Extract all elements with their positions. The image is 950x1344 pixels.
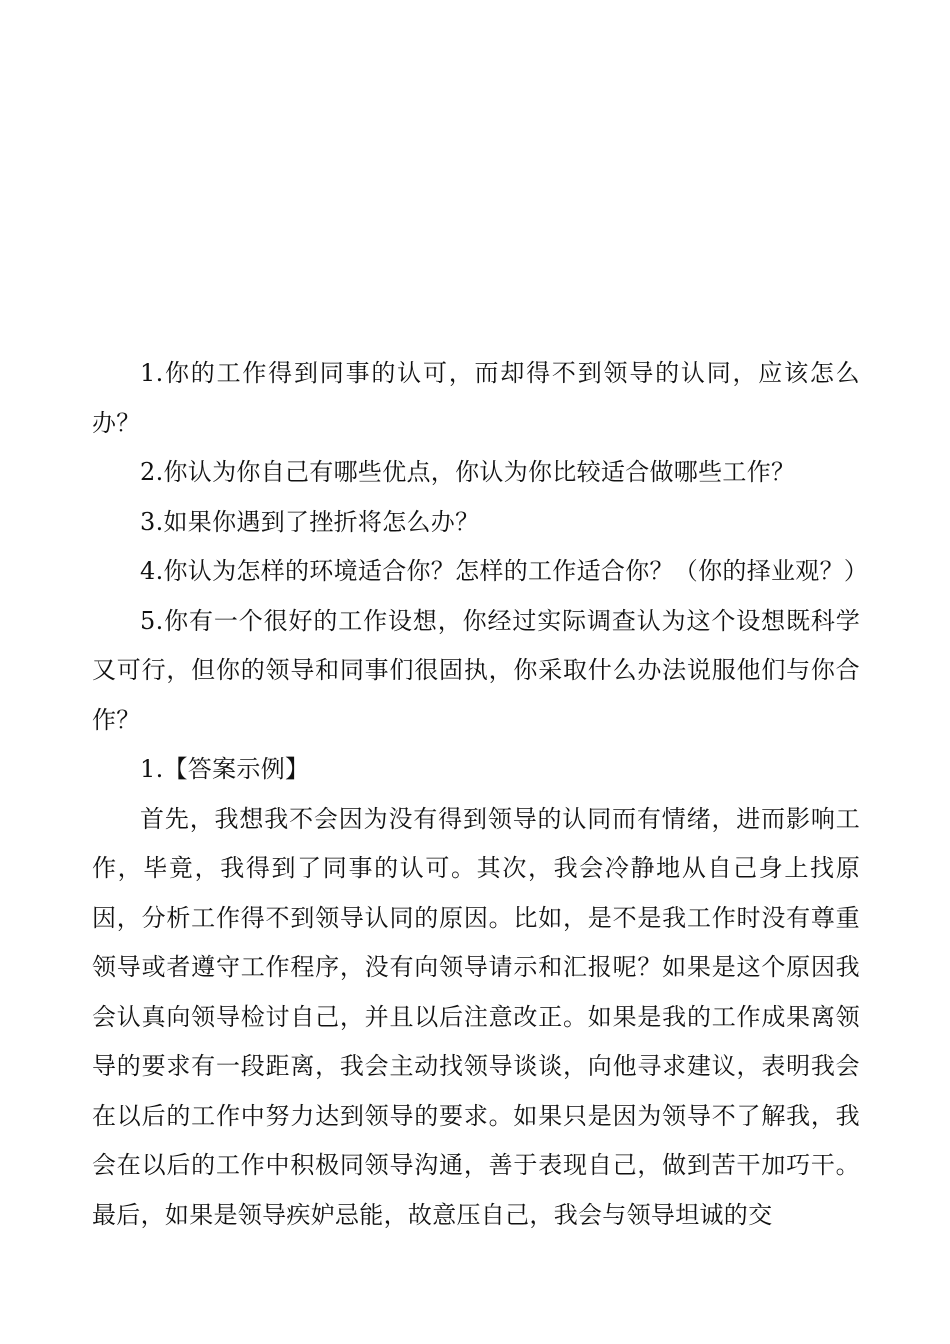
question-2: 2.你认为你自己有哪些优点，你认为你比较适合做哪些工作？ [140, 458, 796, 486]
answer-heading: 1.【答案示例】 [140, 755, 310, 783]
answer-paragraph: 首先，我想我不会因为没有得到领导的认同而有情绪，进而影响工作，毕竟，我得到了同事的认可。其次，我会冷静地从自己身上找原因，分析工作得不到领导认同的原因。比如，是不是我工作时没有尊重领导或者遵守工作程序，没有向领导请示和汇报呢？如果是这个原因我会认真向领导检讨自己，并且以后注意改正。如果是我的工作成果离领导的要求有一段距离，我会主动找领导谈谈，向他寻求建议，表明我会在以后的工作中努力达到领导的要求。如果只是因为领导不了解我，我会在以后的工作中积极同领导沟通，善于表现自己，做到苦干加巧干。最后，如果是领导疾妒忌能，故意压自己，我会与领导坦诚的交 [92, 804, 860, 1229]
question-3: 3.如果你遇到了挫折将怎么办？ [140, 507, 480, 536]
question-1: 1.你的工作得到同事的认可，而却得不到领导的认同，应该怎么办？ [92, 359, 860, 437]
question-4: 4.你认为怎样的环境适合你？怎样的工作适合你？（你的择业观？） [140, 557, 869, 585]
question-5: 5.你有一个很好的工作设想，你经过实际调查认为这个设想既科学又可行，但你的领导和同事们很固执，你采取什么办法说服他们与你合作？ [92, 606, 860, 734]
document-body [92, 349, 869, 1240]
